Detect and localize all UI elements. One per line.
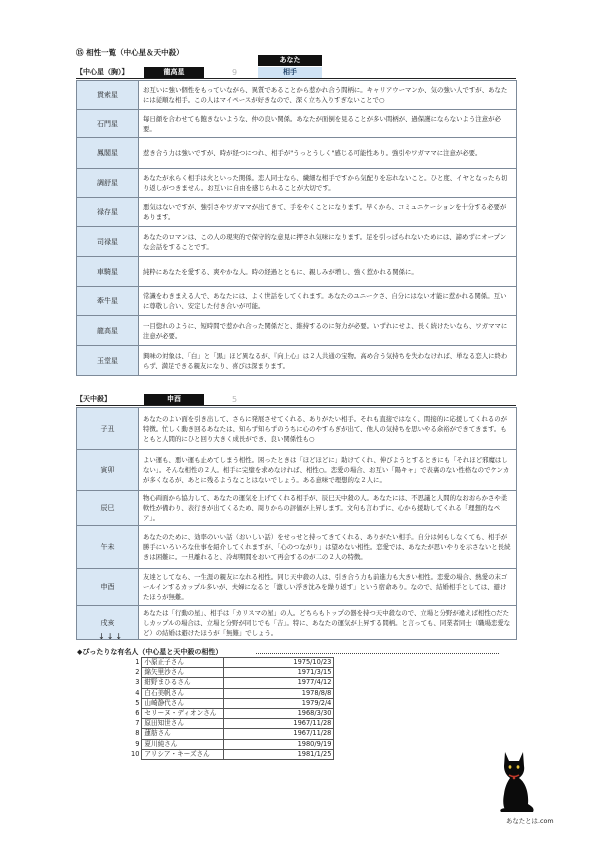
- row-description: 興味の対象は、「白」と「黒」ほど異なるが、『向上心』は２人共通の宝物。高め合う気持ちを失わなければ、単なる恋人に終わらず、満足できる親友になり、喜びは深まります。: [139, 346, 517, 376]
- row-number: 7: [135, 719, 140, 728]
- birth-date: 1975/10/23: [224, 658, 334, 668]
- list-item: [129, 708, 334, 718]
- celebrity-name: アリシア・キーズさん: [142, 749, 224, 759]
- row-number: 3: [135, 678, 140, 687]
- section-divider: [76, 405, 516, 406]
- famous-title: ◆ぴったりな有名人（中心星と天中殺の相性）: [77, 648, 223, 656]
- birth-date: 1971/3/15: [224, 668, 334, 678]
- page-title: ⑮ 相性一覧（中心星＆天中殺）: [76, 48, 184, 57]
- row-description: あなたのために、効率のいい話（おいしい話）をせっせと持ってきてくれる、ありがたい相手。自分は何もしなくても、相手が勝手にいろいろな仕事を紹介してくれますが、「心のつながり」は望めない相性。恋愛では、あなたが思いやりを示さないと長続きは困難に。一旦離れると、冷却期間をおいて再会するのが二の２人の特徴。: [139, 526, 517, 569]
- row-name: 貫索星: [77, 81, 139, 110]
- row-description: 悪気はないですが、強引さやワガママが出てきて、手をやくことになります。早くから、コミュニケーションを十分する必要があります。: [139, 198, 517, 227]
- birth-date: 1979/2/4: [224, 698, 334, 708]
- table-row: [77, 346, 517, 376]
- row-name: 鳳閣星: [77, 138, 139, 169]
- tenchu-number: 5: [232, 395, 238, 404]
- row-name: 司禄星: [77, 227, 139, 257]
- row-description: 純粋にあなたを愛する、爽やかな人。時の経過とともに、親しみが増し、強く惹かれる関係に。: [139, 257, 517, 287]
- celebrity-name: 山崎静代さん: [142, 698, 224, 708]
- row-name: 午未: [77, 526, 139, 569]
- row-name: 寅卯: [77, 450, 139, 491]
- row-description: よい運も、悪い運も止めてしまう相性。困ったときは「ほどほどに」助けてくれ、伸びようとするときにも「それほど邪魔はしない」。そんな相性の２人。相手に完璧を求めなければ、相性○。恋愛の場合、お互い「陽キャ」で表裏のない性格なのでケンカが多くなるが、あとに残るようなことはないでしょう。ある意味で理想的な２人に。: [139, 450, 517, 491]
- section-divider: [76, 78, 516, 79]
- table-row: [77, 408, 517, 450]
- celebrity-name: 原田知世さん: [142, 719, 224, 729]
- celebrity-name: 蓮舫さん: [142, 729, 224, 739]
- table-row: [77, 287, 517, 316]
- table-row: [77, 606, 517, 640]
- you-label: あなた: [258, 55, 322, 66]
- row-number: 2: [135, 668, 140, 677]
- row-description: 物心両面から協力して、あなたの運気を上げてくれる相手が、辰巳天中殺の人。あなたには、不思議と人間的なおおらかさや柔軟性が備わり、表行きが出てくるため、周りからの評価が上昇します。文句も言わずに、心から援助してくれる「理想的なペア」。: [139, 491, 517, 526]
- row-description: あなたのロマンは、この人の現実的で保守的な意見に押され気味になります。足を引っぱられないためには、諦めずにオープンな会話をすることです。: [139, 227, 517, 257]
- row-number: 9: [135, 739, 140, 748]
- row-name: 龍高星: [77, 316, 139, 346]
- table-row: [77, 81, 517, 110]
- list-item: [129, 719, 334, 729]
- site-name: あなたとは.com: [506, 817, 554, 825]
- row-name: 子丑: [77, 408, 139, 450]
- table-row: [77, 138, 517, 169]
- list-item: [129, 749, 334, 759]
- list-item: [129, 658, 334, 668]
- table-row: [77, 450, 517, 491]
- celebrity-name: セリーヌ・ディオンさん: [142, 708, 224, 718]
- table-row: [77, 569, 517, 606]
- birth-date: 1981/1/25: [224, 749, 334, 759]
- row-name: 石門星: [77, 110, 139, 138]
- birth-date: 1968/3/30: [224, 708, 334, 718]
- table-row: [77, 110, 517, 138]
- celebrity-name: 白石美帆さん: [142, 688, 224, 698]
- list-item: [129, 678, 334, 688]
- celebrity-name: 夏川純さん: [142, 739, 224, 749]
- row-description: 友達としてなら、一生涯の親友になれる相性。同じ天中殺の人は、引き合う力も前進力も大きい相性。恋愛の場合、熱愛の末ゴールインするカップル多いが、夫婦になると「激しい浮き沈みを繰り返す」という宿命あり。なので、結婚相手としては、避けたほうが無難。: [139, 569, 517, 606]
- row-number: 10: [131, 749, 140, 758]
- row-number: 1: [135, 658, 140, 667]
- row-description: あなたが永らく相手は火といった関係。恋人同士なら、繊細な相手ですから気配りを忘れないこと。ひと度、イヤとなったら切り返しがつきません。お互いに自由を感じられることが大切です。: [139, 169, 517, 198]
- table-row: [77, 198, 517, 227]
- table-row: [77, 169, 517, 198]
- row-name: 辰巳: [77, 491, 139, 526]
- row-description: 常識をわきまえる人で、あなたには、よく世話をしてくれます。あなたのユニークさ、自分にはない才能に惹かれる関係。互いに尊敬し合い、安定した付き合いが可能。: [139, 287, 517, 316]
- row-name: 車騎星: [77, 257, 139, 287]
- famous-table: [129, 657, 334, 760]
- row-description: 惹き合う力は強いですが、時が経つにつれ、相手が"うっとうしく"感じる可能性あり。強引やワガママに注意が必要。: [139, 138, 517, 169]
- tenchu-select[interactable]: 申酉: [144, 394, 204, 405]
- down-arrows: ↓↓↓: [98, 632, 125, 641]
- row-name: 調舒星: [77, 169, 139, 198]
- list-item: [129, 698, 334, 708]
- list-item: [129, 688, 334, 698]
- center-section-label: 【中心星（胸）】: [76, 68, 129, 76]
- table-row: [77, 316, 517, 346]
- partner-label: 相手: [258, 67, 322, 78]
- row-number: 4: [135, 688, 140, 697]
- row-name: 玉堂星: [77, 346, 139, 376]
- birth-date: 1977/4/12: [224, 678, 334, 688]
- black-cat-icon: [495, 748, 539, 818]
- row-name: 申酉: [77, 569, 139, 606]
- birth-date: 1967/11/28: [224, 729, 334, 739]
- tenchu-section-label: 【天中殺】: [76, 395, 111, 403]
- row-description: あなたのよい面を引き出して、さらに発展させてくれる、ありがたい相手。それも直接ではなく、間接的に応援してくれるのが特徴。忙しく動き回るあなたは、知らず知らずのうちに心のやすらぎが出て、他人の気持ちを思いやる余裕ができてきます。もともと人間的にひと回り大きく成長ができ、良い関係性も○: [139, 408, 517, 450]
- row-number: 6: [135, 709, 140, 718]
- tenchu-table: [76, 407, 517, 640]
- row-name: 牽牛星: [77, 287, 139, 316]
- table-row: [77, 526, 517, 569]
- birth-date: 1978/8/8: [224, 688, 334, 698]
- row-name: 戌亥: [77, 606, 139, 640]
- center-star-number: 9: [232, 68, 238, 77]
- list-item: [129, 739, 334, 749]
- list-item: [129, 668, 334, 678]
- row-description: あなたは「行動の星」、相手は「カリスマの星」の人。どちらもトップの器を持つ天中殺なので、立場と分野が違えば相性○だたしカップルの場合は、立場と分野が同じでも「吉」。特に、あなたの運気が上昇する間柄。と言っても、同業者同士（職場恋愛など）の結婚は避けたほうが「無難」でしょう。: [139, 606, 517, 640]
- row-number: 8: [135, 729, 140, 738]
- celebrity-name: 綿矢里沙さん: [142, 668, 224, 678]
- dotted-leader: [256, 653, 499, 654]
- center-star-select[interactable]: 龍高星: [144, 67, 204, 78]
- row-name: 禄存星: [77, 198, 139, 227]
- birth-date: 1967/11/28: [224, 719, 334, 729]
- row-description: 毎日顔を合わせても飽きないような、仲の良い関係。あなたが面倒を見ることが多い間柄が、過保護にならないよう注意が必要。: [139, 110, 517, 138]
- table-row: [77, 227, 517, 257]
- list-item: [129, 729, 334, 739]
- row-description: お互いに強い個性をもっていながら、異質であることから惹かれ合う間柄に。キャリアウーマンか、気の強い人ですが、あなたには従順な相手。この人はマイペースが好きなので、深く立ち入りすぎないことで○: [139, 81, 517, 110]
- celebrity-name: 小原正子さん: [142, 658, 224, 668]
- center-star-table: [76, 80, 517, 376]
- row-number: 5: [135, 698, 140, 707]
- birth-date: 1980/9/19: [224, 739, 334, 749]
- table-row: [77, 491, 517, 526]
- celebrity-name: 紺野まひるさん: [142, 678, 224, 688]
- table-row: [77, 257, 517, 287]
- row-description: 一目惚れのように、短時間で惹かれ合った関係だと、維持するのに努力が必要。いずれにせよ、長く続けたいなら、ワガママに注意が必要。: [139, 316, 517, 346]
